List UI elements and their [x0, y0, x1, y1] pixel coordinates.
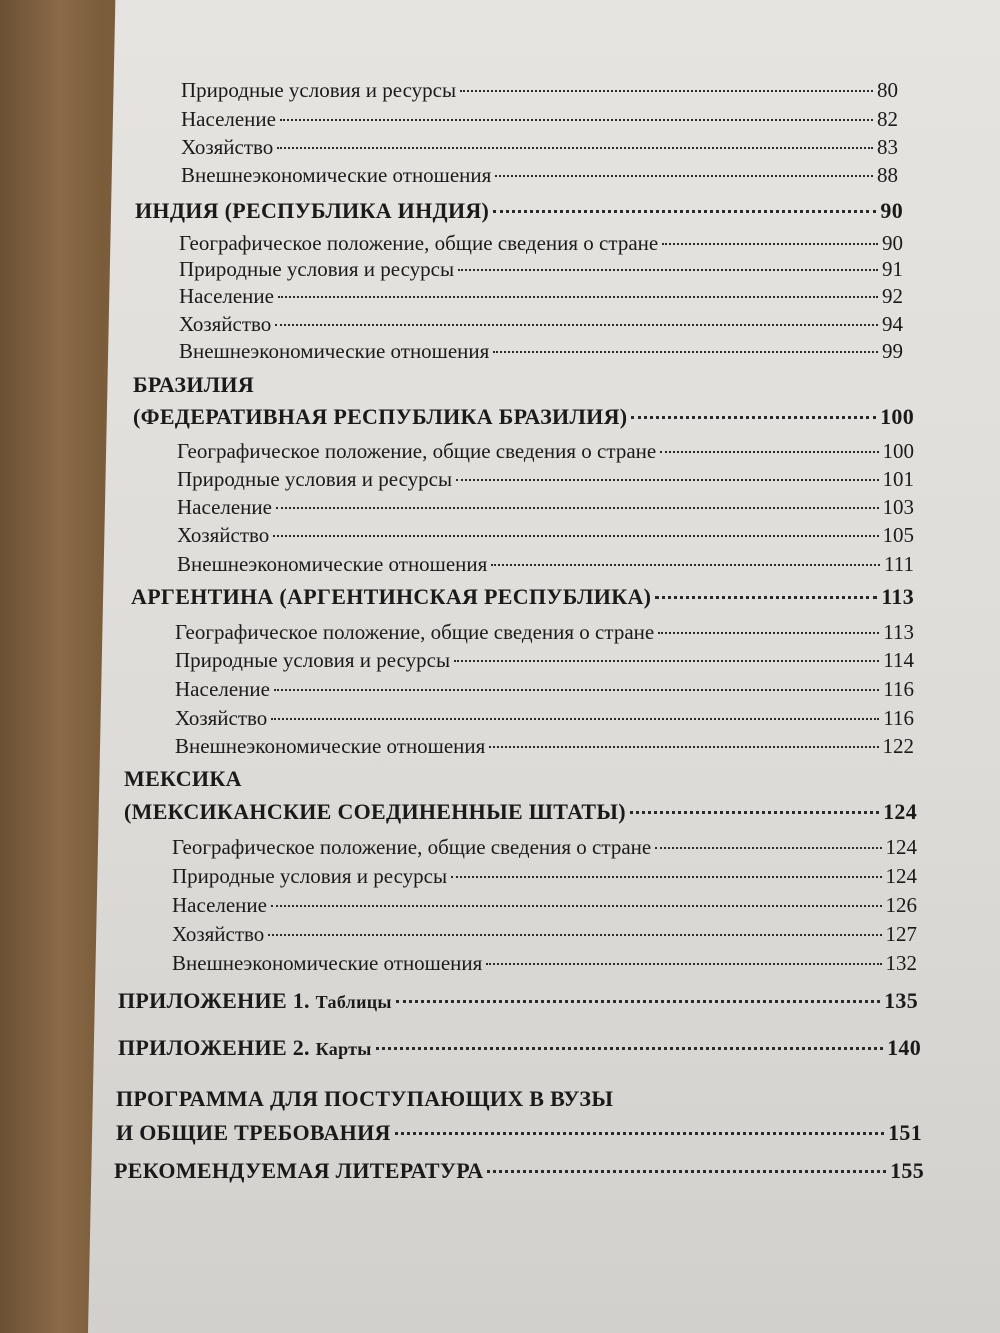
toc-entry-page: 99 [882, 339, 903, 363]
toc-chapter-mexico-line1: МЕКСИКА [124, 766, 242, 791]
toc-appendix-title: ПРИЛОЖЕНИЕ 1. [118, 988, 310, 1013]
dot-leader [376, 1047, 883, 1050]
toc-entry-title: Природные условия и ресурсы [175, 648, 451, 672]
toc-entry-title: Население [172, 893, 267, 917]
toc-entry [181, 134, 898, 160]
toc-entry-page: 94 [882, 312, 903, 336]
toc-entry-title: Географическое положение, общие сведения о стране [177, 439, 657, 463]
toc-entry [181, 77, 898, 103]
toc-appendix-subtitle: Таблицы [315, 992, 392, 1012]
dot-leader [655, 847, 881, 849]
toc-entry [179, 230, 903, 256]
dot-leader [274, 689, 879, 691]
toc-program [116, 1120, 922, 1146]
dot-leader [489, 746, 878, 748]
dot-leader [275, 324, 878, 326]
toc-entry-page: 83 [877, 135, 898, 159]
toc-entry-title: Географическое положение, общие сведения о стране [175, 620, 655, 644]
toc-entry [181, 106, 898, 132]
toc-entry-title: Хозяйство [172, 922, 265, 946]
toc-chapter-brazil [133, 404, 914, 430]
toc-entry [172, 950, 917, 976]
toc-entry [177, 522, 914, 548]
toc-chapter-page: 90 [880, 198, 903, 223]
toc-entry-title: Население [175, 677, 270, 701]
toc-entry-page: 122 [882, 734, 914, 758]
dot-leader [662, 243, 878, 245]
toc-program-page: 151 [888, 1120, 922, 1145]
toc-program-line1: ПРОГРАММА ДЛЯ ПОСТУПАЮЩИХ В ВУЗЫ [116, 1086, 614, 1111]
dot-leader [660, 451, 878, 453]
toc-entry-page: 116 [883, 677, 914, 701]
toc-entry [175, 619, 914, 645]
toc-chapter-india [135, 198, 903, 224]
toc-entry-title: Внешнеэкономические отношения [172, 951, 483, 975]
toc-entry-page: 88 [877, 163, 898, 187]
toc-chapter-argentina [131, 584, 914, 610]
toc-entry-title: Природные условия и ресурсы [181, 78, 457, 102]
toc-entry-title: Население [181, 107, 276, 131]
dot-leader [277, 147, 873, 149]
dot-leader [493, 210, 876, 213]
dot-leader [278, 296, 878, 298]
toc-chapter-page: 113 [881, 584, 914, 609]
toc-entry-page: 116 [883, 706, 914, 730]
toc-entry-title: Хозяйство [177, 523, 270, 547]
dot-leader [495, 175, 873, 177]
toc-chapter-page: 124 [883, 799, 917, 824]
toc-program-title: И ОБЩИЕ ТРЕБОВАНИЯ [116, 1120, 391, 1145]
toc-entry [177, 551, 914, 577]
toc-entry [175, 676, 914, 702]
toc-entry-page: 103 [882, 495, 914, 519]
toc-entry-page: 127 [885, 922, 917, 946]
toc-chapter-title: АРГЕНТИНА (АРГЕНТИНСКАЯ РЕСПУБЛИКА) [131, 584, 652, 609]
dot-leader [487, 1170, 886, 1173]
dot-leader [460, 90, 873, 92]
toc-entry [177, 438, 914, 464]
dot-leader [280, 119, 873, 121]
toc-entry [172, 834, 917, 860]
toc-appendix-1 [118, 988, 918, 1015]
toc-entry-page: 91 [882, 257, 903, 281]
toc-appendix-page: 140 [887, 1035, 921, 1060]
toc-entry-page: 124 [885, 864, 917, 888]
toc-entry [172, 863, 917, 889]
dot-leader [486, 963, 881, 965]
toc-entry-page: 114 [883, 648, 914, 672]
toc-entry-page: 132 [885, 951, 917, 975]
toc-entry [175, 647, 914, 673]
dot-leader [456, 479, 878, 481]
toc-appendix-title: ПРИЛОЖЕНИЕ 2. [118, 1035, 310, 1060]
toc-chapter-page: 100 [880, 404, 914, 429]
toc-entry-page: 113 [883, 620, 914, 644]
dot-leader [454, 660, 879, 662]
toc-entry-page: 105 [882, 523, 914, 547]
toc-entry-title: Внешнеэкономические отношения [179, 339, 490, 363]
dot-leader [658, 632, 879, 634]
dot-leader [451, 876, 881, 878]
toc-entry [181, 162, 898, 188]
dot-leader [630, 811, 879, 814]
dot-leader [396, 1000, 880, 1003]
toc-entry-title: Хозяйство [179, 312, 272, 336]
dot-leader [458, 269, 878, 271]
dot-leader [655, 596, 877, 599]
dot-leader [273, 535, 878, 537]
toc-entry-title: Географическое положение, общие сведения о стране [172, 835, 652, 859]
toc-appendix-2 [118, 1035, 921, 1062]
toc-entry-title: Географическое положение, общие сведения о стране [179, 231, 659, 255]
toc-chapter-title: (МЕКСИКАНСКИЕ СОЕДИНЕННЫЕ ШТАТЫ) [124, 799, 626, 824]
toc-literature-page: 155 [890, 1158, 924, 1183]
toc-entry-title: Население [177, 495, 272, 519]
toc-entry-page: 92 [882, 284, 903, 308]
toc-chapter-title: ИНДИЯ (РЕСПУБЛИКА ИНДИЯ) [135, 198, 490, 223]
toc-chapter-brazil-line1: БРАЗИЛИЯ [133, 372, 255, 397]
toc-literature-title: РЕКОМЕНДУЕМАЯ ЛИТЕРАТУРА [114, 1158, 484, 1183]
toc-entry-page: 80 [877, 78, 898, 102]
toc-entry-title: Хозяйство [175, 706, 268, 730]
toc-entry-page: 100 [882, 439, 914, 463]
toc-appendix-subtitle: Карты [315, 1039, 372, 1059]
toc-chapter-mexico [124, 799, 917, 825]
toc-entry [175, 705, 914, 731]
toc-entry-page: 101 [882, 467, 914, 491]
toc-entry-title: Хозяйство [181, 135, 274, 159]
toc-entry [177, 494, 914, 520]
toc-entry-page: 126 [885, 893, 917, 917]
dot-leader [271, 718, 879, 720]
toc-entry-title: Природные условия и ресурсы [179, 257, 455, 281]
dot-leader [631, 416, 876, 419]
dot-leader [271, 905, 882, 907]
toc-entry-page: 82 [877, 107, 898, 131]
toc-entry [172, 921, 917, 947]
dot-leader [493, 351, 878, 353]
toc-chapter-title: (ФЕДЕРАТИВНАЯ РЕСПУБЛИКА БРАЗИЛИЯ) [133, 404, 628, 429]
toc-entry-page: 90 [882, 231, 903, 255]
toc-entry [179, 283, 903, 309]
dot-leader [491, 564, 880, 566]
dot-leader [395, 1132, 884, 1135]
toc-appendix-page: 135 [884, 988, 918, 1013]
toc-entry [172, 892, 917, 918]
toc-entry-page: 111 [884, 552, 914, 576]
toc-entry-title: Природные условия и ресурсы [177, 467, 453, 491]
toc-entry-title: Внешнеэкономические отношения [181, 163, 492, 187]
toc-entry [179, 338, 903, 364]
toc-entry-title: Природные условия и ресурсы [172, 864, 448, 888]
toc-entry [177, 466, 914, 492]
toc-entry [175, 733, 914, 759]
toc-entry-title: Внешнеэкономические отношения [177, 552, 488, 576]
toc-entry-title: Население [179, 284, 274, 308]
toc-entry [179, 311, 903, 337]
toc-entry-title: Внешнеэкономические отношения [175, 734, 486, 758]
toc-literature [114, 1158, 924, 1184]
dot-leader [268, 934, 881, 936]
toc-entry-page: 124 [885, 835, 917, 859]
dot-leader [276, 507, 879, 509]
toc-entry [179, 256, 903, 282]
